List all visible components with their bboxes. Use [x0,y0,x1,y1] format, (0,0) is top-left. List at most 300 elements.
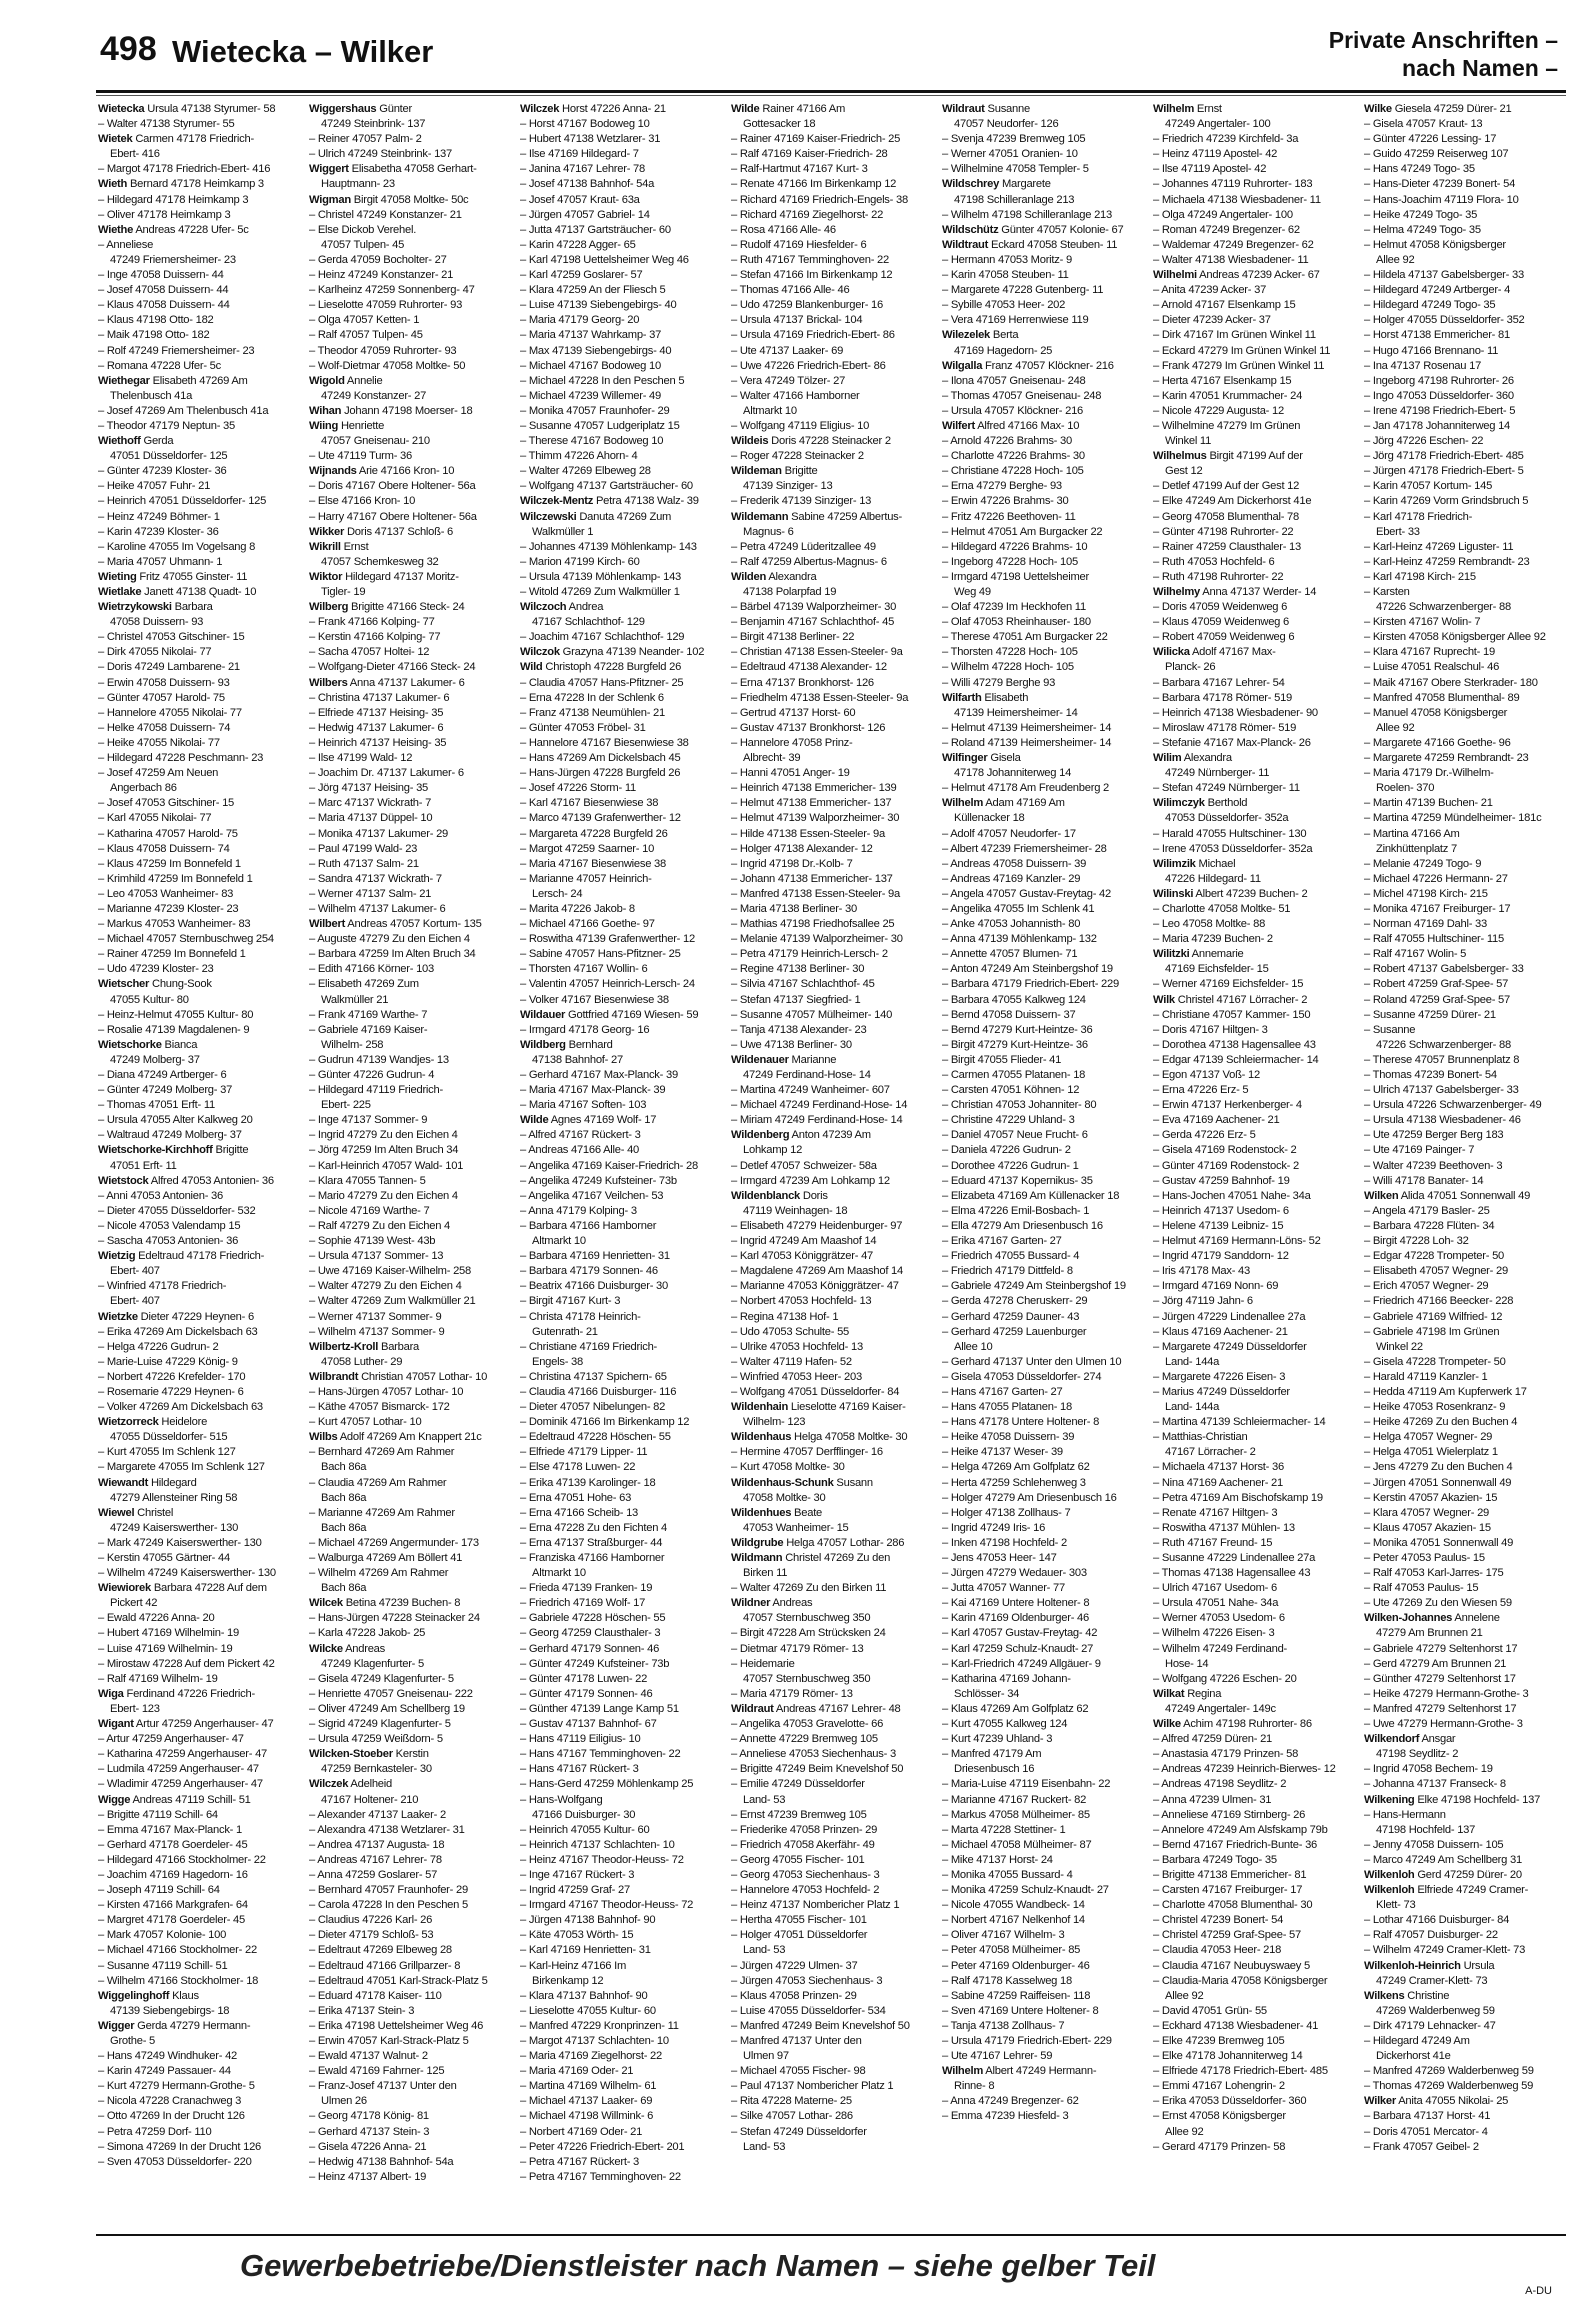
directory-entry: – Stefan 47137 Siegfried- 1 [731,993,861,1006]
directory-entry: – Hans 47178 Untere Holtener- 8 [942,1416,1100,1429]
directory-entry: – Michael 47057 Sternbuschweg 254 [98,933,274,946]
directory-entry: – Leo 47053 Wanheimer- 83 [98,887,234,900]
directory-entry: 47167 Holtener- 210 [321,1793,419,1806]
directory-entry: 47055 Düsseldorfer- 515 [110,1431,228,1444]
directory-entry: – Harald 47119 Kanzler- 1 [1364,1370,1488,1383]
directory-entry: – Inge 47058 Duissern- 44 [98,269,224,282]
directory-entry: Allee 92 [1376,253,1415,266]
directory-entry: Roelen- 370 [1376,782,1435,795]
directory-entry: – Doris 47059 Weidenweg 6 [1153,601,1288,614]
surname: Wilim [1153,752,1182,765]
directory-entry: Wiewel Christel [98,1506,174,1519]
directory-entry: – Walter 47239 Beethoven- 3 [1364,1159,1503,1172]
surname: Wilberg [309,601,349,614]
surname: Wildenhues [731,1506,792,1519]
directory-entry: – Heike 47058 Duissern- 39 [942,1431,1075,1444]
directory-entry: – Paul 47199 Wald- 23 [309,842,418,855]
directory-entry: Wildeis Doris 47228 Steinacker 2 [731,435,891,448]
directory-entry: Walkmüller 1 [532,525,594,538]
directory-entry: – Erna 47228 Zu den Fichten 4 [520,1521,667,1534]
directory-entry: – Margot 47259 Saarner- 10 [520,842,655,855]
directory-entry: – Herta 47259 Schlehenweg 3 [942,1476,1086,1489]
directory-entry: – Rosemarie 47229 Heynen- 6 [98,1385,244,1398]
directory-entry: – Holger 47055 Düsseldorfer- 352 [1364,314,1525,327]
directory-entry: – Matthias-Christian [1153,1431,1248,1444]
directory-entry: Wilimczyk Berthold [1153,797,1248,810]
directory-entry: – Angelika 47167 Veilchen- 53 [520,1189,664,1202]
directory-entry: – Nicole 47055 Wandbeck- 14 [942,1899,1085,1912]
directory-entry: – Diana 47249 Artberger- 6 [98,1069,227,1081]
directory-entry: – Regina 47138 Hof- 1 [731,1310,839,1323]
directory-entry: – Doris 47167 Hiltgen- 3 [1153,1023,1268,1036]
directory-entry: 47249 Klagenfurter- 5 [321,1657,424,1670]
directory-entry: Wilhelmi Andreas 47239 Acker- 67 [1153,269,1320,282]
directory-entry: – Michael 47269 Angermunder- 173 [309,1536,479,1549]
directory-entry: – Heike 47055 Nikolai- 77 [98,736,220,749]
directory-entry: – David 47051 Grün- 55 [1153,2004,1267,2017]
directory-entry: – Robert 47259 Graf-Spee- 57 [1364,978,1509,991]
directory-entry: – Detlef 47199 Auf der Gest 12 [1153,480,1300,493]
directory-entry: 47057 Sternbuschweg 350 [743,1612,871,1625]
directory-entry: – Maria 47179 Dr.-Wilhelm- [1364,767,1494,780]
directory-entry: – Carsten 47167 Freiburger- 17 [1153,1884,1303,1897]
directory-entry: – Ilse 47169 Hildegard- 7 [520,148,639,161]
directory-entry: – Michael 47166 Stockholmer- 22 [98,1944,257,1957]
directory-entry: – Hildegard 47249 Am [1364,2035,1470,2047]
directory-entry: – Peter 47169 Oldenburger- 46 [942,1959,1090,1972]
directory-entry: – Hildegard 47228 Peschmann- 23 [98,752,264,765]
directory-entry: Wilhelmus Birgit 47199 Auf der [1153,450,1303,463]
directory-entry: – Hildegard 47249 Artberger- 4 [1364,284,1511,297]
directory-entry: – Helmut 47139 Walporzheimer- 30 [731,812,900,825]
surname: Wilimzik [1153,857,1196,870]
directory-entry: – Margarete 47166 Goethe- 96 [1364,736,1511,749]
directory-entry: – Hans-Joachim 47119 Flora- 10 [1364,193,1519,206]
directory-entry: – Arnold 47226 Brahms- 30 [942,435,1072,448]
directory-entry: – Ina 47137 Rosenau 17 [1364,359,1482,372]
directory-entry: – Thomas 47057 Gneisenau- 248 [942,389,1102,402]
directory-entry: – Karin 47051 Krummacher- 24 [1153,389,1303,402]
directory-entry: – Andreas 47198 Seydlitz- 2 [1153,1778,1287,1791]
directory-entry: – Elke 47178 Johanniterweg 14 [1153,2050,1303,2063]
surname: Wikrill [309,540,341,553]
surname: Wigge [98,1793,131,1806]
directory-entry: Wiethe Andreas 47228 Ufer- 5c [98,223,249,236]
directory-entry: 47279 Am Brunnen 21 [1376,1627,1483,1640]
directory-entry: – Susanne 47259 Dürer- 21 [1364,1008,1496,1021]
directory-entry: – Brigitte 47119 Schill- 64 [98,1808,218,1821]
directory-entry: Wigger Gerda 47279 Hermann- [98,2019,251,2032]
directory-entry: – Josef 47259 Am Neuen [98,767,219,780]
directory-entry: – Klara 47259 An der Fliesch 5 [520,284,666,297]
directory-entry: – Karl-Friedrich 47249 Allgäuer- 9 [942,1657,1101,1670]
directory-entry: Lersch- 24 [532,887,583,900]
directory-entry: – Käte 47053 Wörth- 15 [520,1929,634,1942]
directory-entry: – Erika 47167 Garten- 27 [942,1235,1062,1248]
directory-entry: – Gertrud 47137 Horst- 60 [731,706,856,719]
directory-entry: – Hans-Jürgen 47228 Steinacker 24 [309,1612,480,1625]
directory-entry: – Ursula 47051 Nahe- 34a [1153,1597,1279,1610]
directory-entry: 47119 Weinhagen- 18 [743,1204,848,1217]
directory-entry: – Roswitha 47139 Grafenwerther- 12 [520,933,695,946]
directory-entry: Wilczek Adelheid [309,1778,392,1791]
directory-entry: Wigge Andreas 47119 Schill- 51 [98,1793,251,1806]
directory-entry: Wildmann Christel 47269 Zu den [731,1552,891,1564]
directory-entry: – Hilde 47138 Essen-Steeler- 9a [731,827,885,840]
directory-entry: – Christina 47137 Spichern- 65 [520,1370,667,1383]
directory-entry: – Elke 47239 Bremweg 105 [1153,2035,1285,2047]
surname: Wilkat [1153,1687,1185,1700]
directory-entry: – Erna 47137 Straßburger- 44 [520,1536,663,1549]
directory-entry: – Fritz 47226 Beethoven- 11 [942,510,1076,523]
directory-entry: – Wolfgang-Dieter 47166 Steck- 24 [309,661,476,674]
directory-entry: – Willi 47178 Banater- 14 [1364,1174,1484,1187]
directory-entry: – Margarete 47259 Rembrandt- 23 [1364,752,1529,765]
directory-entry: – Johann 47138 Emmericher- 137 [731,872,893,885]
directory-entry: Wilcken-Stoeber Kerstin [309,1748,429,1761]
surname: Wildemann [731,510,789,523]
directory-entry: – Anna 47249 Bregenzer- 62 [942,2095,1079,2108]
directory-entry: – Petra 47167 Temminghoven- 22 [520,2170,681,2183]
directory-entry: – Helmut 47169 Hermann-Löns- 52 [1153,1235,1321,1248]
directory-entry: – Gabriele 47249 Am Steinbergshof 19 [942,1280,1126,1293]
directory-entry: – Josef 47226 Storm- 11 [520,782,636,795]
directory-entry: – Karl 47259 Schulz-Knaudt- 27 [942,1642,1094,1655]
directory-entry: – Karl 47198 Kirch- 215 [1364,570,1476,583]
directory-entry: – Ralf 47053 Paulus- 15 [1364,1582,1479,1595]
surname: Wildeis [731,435,769,448]
directory-entry: – Heinz 47167 Theodor-Heuss- 72 [520,1853,684,1866]
surname: Wieting [98,570,137,583]
directory-entry: – Holger 47138 Alexander- 12 [731,842,873,855]
directory-entry: – Ernst 47239 Bremweg 105 [731,1808,867,1821]
directory-entry: – Marco 47249 Am Schellberg 31 [1364,1853,1522,1866]
directory-entry: – Gisela 47053 Düsseldorfer- 274 [942,1370,1102,1383]
directory-entry: – Miroslaw 47178 Römer- 519 [1153,721,1297,734]
directory-entry: Altmarkt 10 [532,1567,586,1580]
directory-entry: – Alfred 47259 Düren- 21 [1153,1733,1273,1746]
directory-entry: – Monika 47137 Lakumer- 29 [309,827,449,840]
directory-entry: – Kerstin 47166 Kolping- 77 [309,631,441,644]
directory-entry: – Hans-Dieter 47239 Bonert- 54 [1364,178,1516,191]
directory-entry: – Ingeborg 47228 Hoch- 105 [942,555,1078,568]
directory-entry: – Hans-Wolfgang [520,1793,603,1806]
directory-entry: – Hans-Gerd 47259 Möhlenkamp 25 [520,1778,694,1791]
directory-entry: – Margret 47178 Goerdeler- 45 [98,1914,245,1927]
directory-entry: – Ursula 47179 Friedrich-Ebert- 229 [942,2035,1112,2047]
directory-entry: Wilczoch Andrea [520,601,604,614]
directory-entry: – Gerhard 47259 Lauenburger [942,1325,1087,1338]
directory-entry: – Andreas 47169 Kanzler- 29 [942,872,1081,885]
directory-entry: – Frank 47279 Im Grünen Winkel 11 [1153,359,1325,372]
directory-entry: – Svenja 47239 Bremweg 105 [942,133,1086,146]
directory-entry: – Erwin 47058 Duissern- 93 [98,676,230,689]
directory-entry: Wihan Johann 47198 Moerser- 18 [309,404,473,417]
directory-entry: Wilkendorf Ansgar [1364,1733,1456,1746]
directory-entry: Wildeman Brigitte [731,465,818,478]
directory-entry: – Melanie 47249 Togo- 9 [1364,857,1482,870]
directory-entry: – Hans-Jochen 47051 Nahe- 34a [1153,1189,1311,1202]
directory-entry: – Regine 47138 Berliner- 30 [731,963,865,976]
directory-entry: 47249 Konstanzer- 27 [321,389,427,402]
directory-entry: – Mathias 47198 Friedhofsallee 25 [731,918,895,931]
directory-entry: – Edeltraud 47228 Höschen- 55 [520,1431,671,1444]
surname: Wilfert [942,419,975,432]
directory-entry: – Heinz 47137 Nombericher Platz 1 [731,1899,900,1912]
directory-entry: – Hedda 47119 Am Kupferwerk 17 [1364,1385,1527,1398]
directory-entry: – Claudia 47053 Heer- 218 [1153,1944,1282,1957]
directory-entry: – Maria 47239 Buchen- 2 [1153,933,1273,946]
directory-entry: Wilbrandt Christian 47057 Lothar- 10 [309,1370,488,1383]
directory-entry: – Holger 47138 Zollhaus- 7 [942,1506,1071,1519]
directory-entry: – Martina 47249 Wanheimer- 607 [731,1084,890,1097]
directory-entry: – Frank 47057 Geibel- 2 [1364,2140,1479,2153]
directory-entry: – Michael 47166 Goethe- 97 [520,918,655,931]
directory-columns [98,102,1566,2230]
directory-entry: – Horst 47138 Emmericher- 81 [1364,329,1510,342]
directory-entry: – Nicole 47229 Augusta- 12 [1153,404,1284,417]
directory-entry: – Michael 47198 Willmink- 6 [520,2110,654,2123]
directory-entry: – Sabine 47057 Hans-Pfitzner- 25 [520,948,681,961]
directory-entry: – Dieter 47239 Acker- 37 [1153,314,1271,327]
directory-entry: – Andrea 47137 Augusta- 18 [309,1838,445,1851]
directory-entry: Wild Christoph 47228 Burgfeld 26 [520,661,682,674]
directory-entry: – Erwin 47137 Herkenberger- 4 [1153,1099,1302,1112]
directory-entry: – Josef 47053 Gitschiner- 15 [98,797,235,810]
directory-entry: – Ruth 47167 Freund- 15 [1153,1536,1273,1549]
directory-entry: – Heinz 47249 Böhmer- 1 [98,510,220,523]
directory-entry: – Jürgen 47057 Gabriel- 14 [520,208,650,221]
directory-entry: – Günter 47169 Rodenstock- 2 [1153,1159,1299,1172]
directory-entry: Wildenhain Lieselotte 47169 Kaiser- [731,1401,906,1414]
directory-entry: – Karsten [1364,586,1410,598]
directory-entry: – Ludmila 47259 Angerhauser- 47 [98,1763,259,1776]
directory-entry: – Hans 47249 Windhuker- 42 [98,2050,238,2063]
directory-entry: – Elfriede 47178 Friedrich-Ebert- 485 [1153,2065,1328,2078]
directory-entry: – Hildegard 47249 Togo- 35 [1364,299,1496,312]
directory-entry: – Hildela 47137 Gabelsberger- 33 [1364,269,1524,282]
directory-entry: – Roger 47228 Steinacker 2 [731,450,864,463]
directory-entry: – Vera 47169 Herrenwiese 119 [942,314,1089,327]
directory-entry: Gutenrath- 21 [532,1325,598,1338]
directory-entry: – Kurt 47055 Kalkweg 124 [942,1718,1068,1731]
directory-entry: – Margarete 47226 Eisen- 3 [1153,1370,1286,1383]
directory-entry: – Iris 47178 Max- 43 [1153,1265,1250,1278]
directory-entry: 47249 Angertaler- 100 [1165,118,1271,131]
directory-entry: – Erika 47139 Karolinger- 18 [520,1476,656,1489]
directory-entry: – Susanne 47057 Ludgeriplatz 15 [520,419,680,432]
directory-entry: 47249 Cramer-Klett- 73 [1376,1974,1488,1987]
surname: Wilczewski [520,510,577,523]
directory-entry: – Barbara 47179 Friedrich-Ebert- 229 [942,978,1119,991]
directory-entry: – Witold 47269 Zum Walkmüller 1 [520,586,680,598]
directory-entry: – Karl 47198 Uettelsheimer Weg 46 [520,253,689,266]
directory-entry: 47057 Tulpen- 45 [321,238,405,251]
directory-entry: – Ilse 47199 Wald- 12 [309,752,413,765]
directory-entry: – Arnold 47167 Elsenkamp 15 [1153,299,1296,312]
directory-entry: – Ralf 47178 Kasselweg 18 [942,1974,1072,1987]
surname: Wilimczyk [1153,797,1205,810]
surname: Wilkens [1364,1989,1405,2002]
surname: Wijnands [309,465,357,478]
directory-entry: Wilken-Johannes Annelene [1364,1612,1500,1625]
directory-entry: – Dirk 47179 Lehnacker- 47 [1364,2019,1496,2032]
directory-entry: – Stefan 47166 Im Birkenkamp 12 [731,269,893,282]
directory-entry: Wildenberg Anton 47239 Am [731,1129,871,1142]
directory-entry: – Hans 47269 Am Dickelsbach 45 [520,752,681,765]
directory-entry: – Harry 47167 Obere Holtener- 56a [309,510,477,523]
surname: Wildschütz [942,223,999,236]
directory-entry: – Alexandra 47138 Wetzlarer- 31 [309,1823,465,1836]
directory-entry: – Ralf 47169 Kaiser-Friedrich- 28 [731,148,888,161]
directory-entry: – Charlotte 47058 Blumenthal- 30 [1153,1899,1313,1912]
directory-entry: 47269 Walderbenweg 59 [1376,2004,1495,2017]
surname: Wiggershaus [309,103,377,115]
directory-entry: – Holger 47051 Düsseldorfer [731,1929,868,1942]
directory-entry: – Barbara 47055 Kalkweg 124 [942,993,1086,1006]
directory-entry: – Brigitte 47138 Emmericher- 81 [1153,1868,1307,1881]
directory-entry: – Elma 47226 Emil-Bosbach- 1 [942,1204,1090,1217]
directory-entry: – Herta 47167 Elsenkamp 15 [1153,374,1292,387]
directory-entry: – Simona 47269 In der Drucht 126 [98,2140,262,2153]
directory-entry: – Dorothee 47226 Gudrun- 1 [942,1159,1079,1172]
directory-entry: – Erika 47137 Stein- 3 [309,2004,415,2017]
surname: Wildauer [520,1008,566,1021]
directory-entry: – Emmi 47167 Lohengrin- 2 [1153,2080,1285,2093]
directory-entry: – Norbert 47167 Nelkenhof 14 [942,1914,1085,1927]
directory-entry: – Roman 47249 Bregenzer- 62 [1153,223,1300,236]
directory-entry: 47138 Bahnhof- 27 [532,1053,623,1066]
directory-entry: – Wladimir 47259 Angerhauser- 47 [98,1778,263,1791]
directory-entry: – Ute 47269 Zu den Wiesen 59 [1364,1597,1512,1610]
directory-entry: Wildenhues Beate [731,1506,823,1519]
surname: Wikker [309,525,345,538]
directory-entry: – Ewald 47169 Fahrner- 125 [309,2065,445,2078]
directory-entry: Bach 86a [321,1521,367,1534]
directory-entry: – Ute 47169 Painger- 7 [1364,1144,1475,1157]
directory-entry: – Dirk 47055 Nikolai- 77 [98,646,212,659]
directory-entry: – Hildegard 47178 Heimkamp 3 [98,193,249,206]
directory-entry: Wilfarth Elisabeth [942,691,1029,704]
directory-entry: – Rudolf 47169 Hiesfelder- 6 [731,238,867,251]
surname: Wild [520,661,543,674]
directory-entry: – Hans-Jürgen 47057 Lothar- 10 [309,1385,464,1398]
directory-entry: Wilke Achim 47198 Ruhrorter- 86 [1153,1718,1312,1731]
directory-column-6 [1153,102,1351,2230]
directory-entry: – Ursula 47259 Weißdorn- 5 [309,1733,443,1746]
directory-entry: Wilitzki Annemarie [1153,948,1244,961]
directory-entry: – Marie-Luise 47229 König- 9 [98,1355,238,1368]
surname: Wiewiorek [98,1582,151,1595]
directory-entry: – Hans-Hermann [1364,1808,1446,1821]
directory-entry: – Sybille 47053 Heer- 202 [942,299,1066,312]
directory-entry: – Karl 47057 Gustav-Freytag- 42 [942,1627,1098,1640]
directory-entry: – Wolfgang 47137 Gartsträucher- 60 [520,480,693,493]
directory-entry: – Kirsten 47166 Markgrafen- 64 [98,1899,248,1912]
directory-entry: – Edith 47166 Körner- 103 [309,963,434,976]
directory-entry: – Christel 47249 Konstanzer- 21 [309,208,462,221]
directory-entry: – Rita 47228 Materne- 25 [731,2095,852,2108]
directory-entry: – Manfred 47279 Seltenhorst 17 [1364,1702,1517,1715]
directory-entry: – Johannes 47139 Möhlenkamp- 143 [520,540,697,553]
directory-entry: 47051 Erft- 11 [110,1159,177,1172]
directory-entry: – Gisela 47169 Rodenstock- 2 [1153,1144,1297,1157]
directory-entry: – Ernst 47058 Königsberger [1153,2110,1286,2123]
directory-entry: – Anna 47139 Möhlenkamp- 132 [942,933,1097,946]
directory-entry: – Horst 47167 Bodoweg 10 [520,118,650,131]
directory-entry: – Theodor 47059 Ruhrorter- 93 [309,344,457,357]
surname: Wieth [98,178,128,191]
surname: Wilhelm [942,2065,984,2078]
directory-entry: Bach 86a [321,1582,367,1595]
directory-entry: – Ute 47167 Lehrer- 59 [942,2050,1053,2063]
directory-entry: – Wolfgang 47119 Eligius- 10 [731,419,870,432]
directory-entry: – Frieda 47139 Franken- 19 [520,1582,653,1595]
directory-entry: Wilke Giesela 47259 Dürer- 21 [1364,103,1512,115]
directory-entry: – Helmut 47058 Königsberger [1364,238,1506,251]
directory-entry: – Ute 47119 Turm- 36 [309,450,412,463]
directory-entry: – Franziska 47166 Hamborner [520,1552,665,1564]
directory-entry: 47226 Hildegard- 11 [1165,872,1261,885]
directory-entry: – Ingrid 47198 Dr.-Kolb- 7 [731,857,853,870]
directory-entry: Wildemann Sabine 47259 Albertus- [731,510,902,523]
directory-entry: – Heinrich 47137 Usedom- 6 [1153,1204,1289,1217]
surname: Wietzorreck [98,1416,159,1429]
directory-entry: Wildtraut Eckard 47058 Steuben- 11 [942,238,1118,251]
directory-entry: – Gisela 47226 Anna- 21 [309,2140,427,2153]
directory-entry: – Elfriede 47179 Lipper- 11 [520,1446,648,1459]
directory-entry: – Christina 47137 Lakumer- 6 [309,691,450,704]
directory-entry: – Rainer 47259 Clausthaler- 13 [1153,540,1301,553]
directory-entry: – Norbert 47226 Krefelder- 170 [98,1370,246,1383]
directory-entry: – Wilhelmine 47279 Im Grünen [1153,419,1301,432]
directory-entry: – Waldemar 47249 Bregenzer- 62 [1153,238,1314,251]
directory-entry: – Dorothea 47138 Hagensallee 43 [1153,1038,1316,1051]
directory-entry: – Dirk 47167 Im Grünen Winkel 11 [1153,329,1316,342]
directory-entry: – Maik 47167 Obere Sterkrader- 180 [1364,676,1538,689]
directory-entry: – Katharina 47259 Angerhauser- 47 [98,1748,268,1761]
directory-entry: – Manfred 47138 Essen-Steeler- 9a [731,887,900,900]
directory-entry: – Kerstin 47057 Akazien- 15 [1364,1491,1498,1504]
directory-entry: – Margot 47137 Schlachten- 10 [520,2035,669,2047]
directory-entry: – Gerard 47179 Prinzen- 58 [1153,2140,1286,2153]
directory-entry: – Jürgen 47053 Siechenhaus- 3 [731,1974,883,1987]
directory-entry: 47058 Moltke- 30 [743,1491,826,1504]
surname: Wilezelek [942,329,991,342]
directory-entry: Wilhelm Albert 47249 Hermann- [942,2065,1097,2078]
directory-entry: – Ralf 47279 Zu den Eichen 4 [309,1219,451,1232]
directory-entry: Wildner Andreas [731,1597,813,1610]
directory-entry: – Werner 47137 Salm- 21 [309,887,432,900]
directory-entry: – Stefan 47249 Düsseldorfer [731,2125,867,2138]
surname: Wilinski [1153,887,1194,900]
directory-entry: – Carmen 47055 Platanen- 18 [942,1069,1086,1081]
directory-entry: – Helma 47249 Togo- 35 [1364,223,1481,236]
directory-entry: – Klara 47167 Ruprecht- 19 [1364,646,1495,659]
directory-entry: – Karin 47057 Kortum- 145 [1364,480,1493,493]
directory-entry: – Ulrich 47249 Steinbrink- 137 [309,148,452,161]
directory-entry: – Eduard 47178 Kaiser- 110 [309,1989,442,2002]
directory-entry: Allee 10 [954,1340,993,1353]
directory-entry: Wigant Artur 47259 Angerhauser- 47 [98,1718,274,1731]
directory-entry: – Norman 47169 Dahl- 33 [1364,918,1487,931]
directory-entry: 47139 Sinziger- 13 [743,480,833,493]
directory-entry: – Angelika 47055 Im Schlenk 41 [942,902,1095,915]
directory-entry: – Marianne 47269 Am Rahmer [309,1506,455,1519]
directory-entry: – Ralf 47057 Duisburger- 22 [1364,1929,1498,1942]
directory-entry: – Kurt 47279 Hermann-Grothe- 5 [98,2080,255,2093]
directory-entry: – Klara 47055 Tannen- 5 [309,1174,426,1187]
